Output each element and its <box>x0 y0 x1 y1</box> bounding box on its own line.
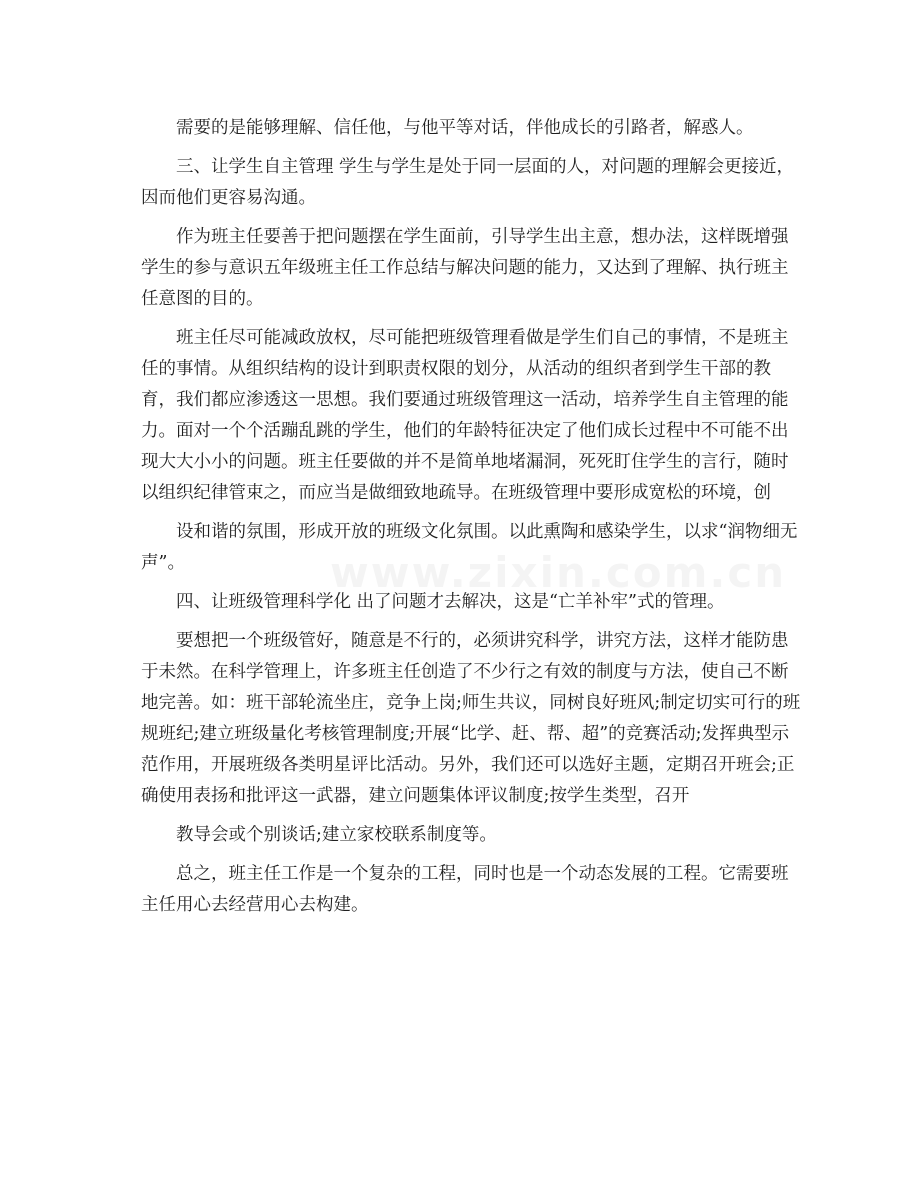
paragraph-7: 要想把一个班级管好，随意是不行的，必须讲究科学，讲究方法，这样才能防患于未然。在科学管理上，许多班主任创造了不少行之有效的制度与方法，使自己不断地完善。如：班干部轮流坐庄，竞争上岗;师生共议，同树良好班风;制定切实可行的班规班纪;建立班级量化考核管理制度;开展“比学、赶、帮、超”的竞赛活动;发挥典型示范作用，开展班级各类明星评比活动。另外，我们还可以选好主题，定期召开班会;正确使用表扬和批评这一武器，建立问题集体评议制度;按学生类型，召开 <box>141 631 801 806</box>
paragraph-3: 作为班主任要善于把问题摆在学生面前，引导学生出主意，想办法，这样既增强学生的参与意识五年级班主任工作总结与解决问题的能力，又达到了理解、执行班主任意图的目的。 <box>141 227 789 309</box>
paragraph-9: 总之，班主任工作是一个复杂的工程，同时也是一个动态发展的工程。它需要班主任用心去经营用心去构建。 <box>141 864 789 915</box>
document-body <box>141 113 801 929</box>
paragraph-2: 三、让学生自主管理 学生与学生是处于同一层面的人，对问题的理解会更接近，因而他们更容易沟通。 <box>141 157 795 208</box>
paragraph-8: 教导会或个别谈话;建立家校联系制度等。 <box>176 825 497 845</box>
paragraph-4: 班主任尽可能减政放权，尽可能把班级管理看做是学生们自己的事情，不是班主任的事情。从组织结构的设计到职责权限的划分，从活动的组织者到学生干部的教育，我们都应渗透这一思想。我们要通过班级管理这一活动，培养学生自主管理的能力。面对一个个活蹦乱跳的学生，他们的年龄特征决定了他们成长过程中不可能不出现大大小小的问题。班主任要做的并不是简单地堵漏洞，死死盯住学生的言行，随时以组织纪律管束之，而应当是做细致地疏导。在班级管理中要形成宽松的环境，创 <box>141 328 789 503</box>
paragraph-5: 设和谐的氛围，形成开放的班级文化氛围。以此熏陶和感染学生，以求“润物细无声”。 <box>141 522 798 573</box>
paragraph-6: 四、让班级管理科学化 出了问题才去解决，这是“亡羊补牢”式的管理。 <box>176 592 725 612</box>
paragraph-1: 需要的是能够理解、信任他，与他平等对话，伴他成长的引路者，解惑人。 <box>176 118 754 138</box>
